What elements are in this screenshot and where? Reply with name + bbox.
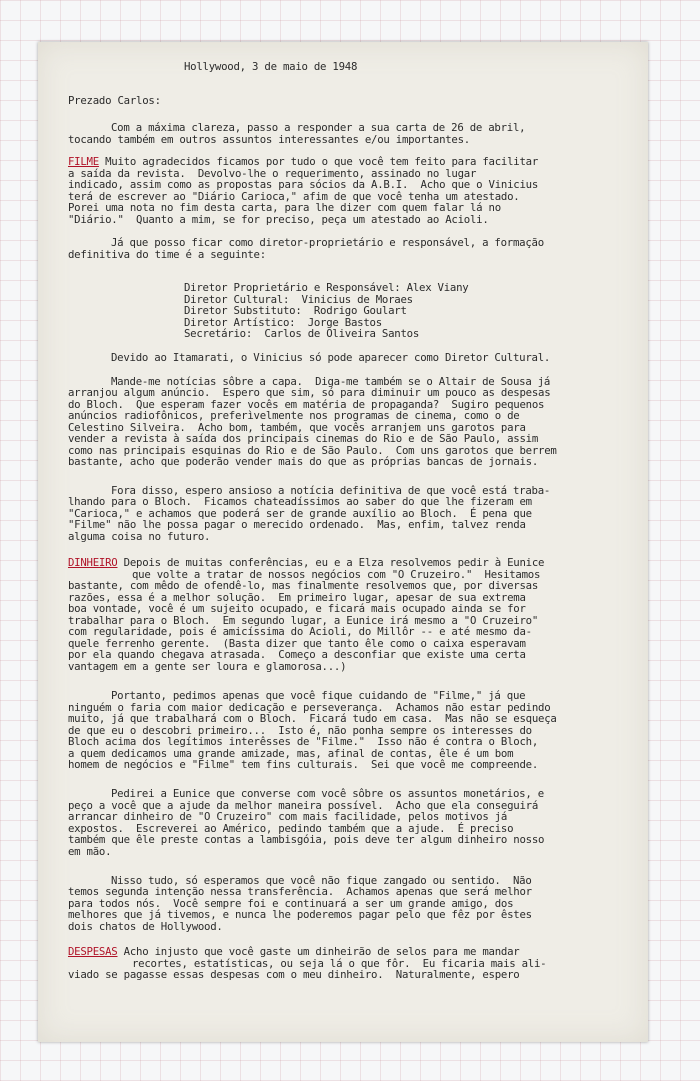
formation-intro-line: Já que posso ficar como diretor-proprietário e responsável, a formação [111, 236, 544, 249]
nisso-line: para todos nós. Você sempre foi e continuará a ser um grande amigo, dos [68, 897, 514, 910]
despesas-line: recortes, estatísticas, ou seja lá o que fôr. Eu ficaria mais ali- [132, 957, 547, 970]
bloch-line: "Carioca," e achamos que poderá ser de grande auxílio ao Bloch. É pena que [68, 507, 532, 520]
capa-line: arranjou algum anúncio. Espero que sim, só para diminuir um pouco as despesas [68, 386, 551, 399]
typewritten-letter [38, 42, 648, 1042]
filme-line: terá de escrever ao "Diário Carioca," afim de que você tenha um atestado. [68, 190, 520, 203]
capa-line: Mande-me notícias sôbre a capa. Diga-me também se o Altair de Sousa já [111, 375, 551, 388]
itamarati-line: Devido ao Itamarati, o Vinicius só pode aparecer como Diretor Cultural. [111, 351, 551, 364]
dinheiro-line: bastante, com mêdo de ofendê-lo, mas finalmente resolvemos que, por diversas [68, 579, 539, 592]
bloch-line: Fora disso, espero ansioso a notícia definitiva de que você está traba- [111, 484, 551, 497]
portanto-line: Bloch acima dos legítimos interêsses de "Filme." Isso não é contra o Bloch, [68, 735, 539, 748]
dinheiro-line: trabalhar para o Bloch. Em segundo lugar, a Eunice irá mesmo a "O Cruzeiro" [68, 614, 539, 627]
filme-line: a saída da revista. Devolvo-lhe o requerimento, assinado no lugar [68, 167, 477, 180]
dinheiro-first-line [68, 557, 544, 569]
despesas-line: viado se pagasse essas despesas com o meu dinheiro. Naturalmente, espero [68, 968, 520, 981]
intro-line: Com a máxima clareza, passo a responder a sua carta de 26 de abril, [111, 121, 526, 134]
staff-line: Secretário: Carlos de Oliveira Santos [184, 327, 420, 340]
portanto-line: Portanto, pedimos apenas que você fique cuidando de "Filme," já que [111, 689, 526, 702]
capa-line: vender a revista à saída dos principais cinemas do Rio e de São Paulo, assim [68, 432, 539, 445]
capa-line: anúncios radiofônicos, preferìvelmente nos programas de cinema, como o de [68, 409, 520, 422]
despesas-first-text: Acho injusto que você gaste um dinheirão de selos para me mandar [117, 945, 520, 958]
filme-section-label: FILME [68, 155, 99, 168]
nisso-line: temos segunda intenção nessa transferência. Achamos apenas que será melhor [68, 885, 532, 898]
filme-first-text: Muito agradecidos ficamos por tudo o que você tem feito para facilitar [98, 155, 539, 168]
portanto-line: de que eu o descobri primeiro... Isto é, não ponha sempre os interesses do [68, 724, 532, 737]
bloch-line: alguma coisa no futuro. [68, 530, 211, 543]
eunice-line: Pedirei a Eunice que converse com você sôbre os assuntos monetários, e [111, 787, 544, 800]
nisso-line: dois chatos de Hollywood. [68, 920, 223, 933]
nisso-line: Nisso tudo, só esperamos que você não fique zangado ou sentido. Não [111, 874, 532, 887]
portanto-line: a quem dedicamos uma grande amizade, mas, afinal de contas, êle é um bom [68, 747, 514, 760]
eunice-line: peço a você que a ajude da melhor maneira possível. Acho que ela conseguirá [68, 799, 539, 812]
dinheiro-line: com regularidade, pois é amicíssima do Acioli, do Millôr -- e até mesmo da- [68, 625, 532, 638]
filme-line: Porei uma nota no fim desta carta, para lhe dizer com quem falar lá no [68, 201, 501, 214]
capa-line: como nas principais esquinas do Rio e de São Paulo. Com uns garotos que berrem [68, 444, 557, 457]
eunice-line: arrancar dinheiro de "O Cruzeiro" com mais facilidade, pelos motivos já [68, 810, 508, 823]
despesas-first-line [68, 946, 519, 958]
portanto-line: muito, já que trabalhará com o Bloch. Ficará tudo em casa. Mas não se esqueça [68, 712, 557, 725]
despesas-section-label: DESPESAS [68, 945, 118, 958]
staff-line: Diretor Artístico: Jorge Bastos [184, 316, 382, 329]
staff-line: Diretor Cultural: Vinicius de Moraes [184, 293, 413, 306]
bloch-line: lhando para o Bloch. Ficamos chateadíssimos ao saber do que lhe fizeram em [68, 495, 532, 508]
intro-line: tocando também em outros assuntos interessantes e/ou importantes. [68, 133, 470, 146]
staff-line: Diretor Proprietário e Responsável: Alex Viany [184, 281, 469, 294]
portanto-line: ninguém o faria com maior dedicação e perseverança. Achamos não estar pedindo [68, 701, 551, 714]
dinheiro-line: quele ferrenho gerente. (Basta dizer que tanto êle como o caixa esperavam [68, 637, 526, 650]
filme-first-line [68, 156, 538, 168]
letter-heading: Hollywood, 3 de maio de 1948 [184, 60, 358, 73]
nisso-line: melhores que já tivemos, e nunca lhe poderemos pagar pelo que fêz por êstes [68, 908, 532, 921]
capa-line: do Bloch. Que esperam fazer vocês em matéria de propaganda? Sugiro pequenos [68, 398, 545, 411]
eunice-line: expostos. Escreverei ao Américo, pedindo também que a ajude. É preciso [68, 822, 514, 835]
eunice-line: em mão. [68, 845, 112, 858]
dinheiro-line: vantagem em a gente ser loura e glamorosa...) [68, 660, 347, 673]
bloch-line: "Filme" não lhe possa pagar o merecido ordenado. Mas, enfim, talvez renda [68, 518, 526, 531]
dinheiro-section-label: DINHEIRO [68, 556, 118, 569]
capa-line: Celestino Silveira. Acho bom, também, que vocês arranjem uns garotos para [68, 421, 526, 434]
dinheiro-first-text: Depois de muitas conferências, eu e a Elza resolvemos pedir à Eunice [117, 556, 545, 569]
dinheiro-line: que volte a tratar de nossos negócios com "O Cruzeiro." Hesitamos [132, 568, 541, 581]
filme-line: "Diário." Quanto a mim, se for preciso, peça um atestado ao Acioli. [68, 213, 489, 226]
dinheiro-line: por ela quando chegava atrasada. Começo a desconfiar que existe uma certa [68, 648, 526, 661]
staff-line: Diretor Substituto: Rodrigo Goulart [184, 304, 407, 317]
portanto-line: homem de negócios e "Filme" tem fins culturais. Sei que você me compreende. [68, 758, 539, 771]
salutation: Prezado Carlos: [68, 94, 161, 107]
capa-line: bastante, acho que poderão vender mais do que as próprias bancas de jornais. [68, 455, 539, 468]
eunice-line: também que êle preste contas a lambisgóia, pois deve ter algum dinheiro nosso [68, 833, 545, 846]
dinheiro-line: boa vontade, você é um sujeito ocupado, e ficará mais ocupado ainda se for [68, 602, 526, 615]
dinheiro-line: razões, essa é a melhor solução. Em primeiro lugar, apesar de sua extrema [68, 591, 526, 604]
filme-line: indicado, assim como as propostas para sócios da A.B.I. Acho que o Vinicius [68, 178, 539, 191]
formation-intro-line: definitiva do time é a seguinte: [68, 248, 266, 261]
